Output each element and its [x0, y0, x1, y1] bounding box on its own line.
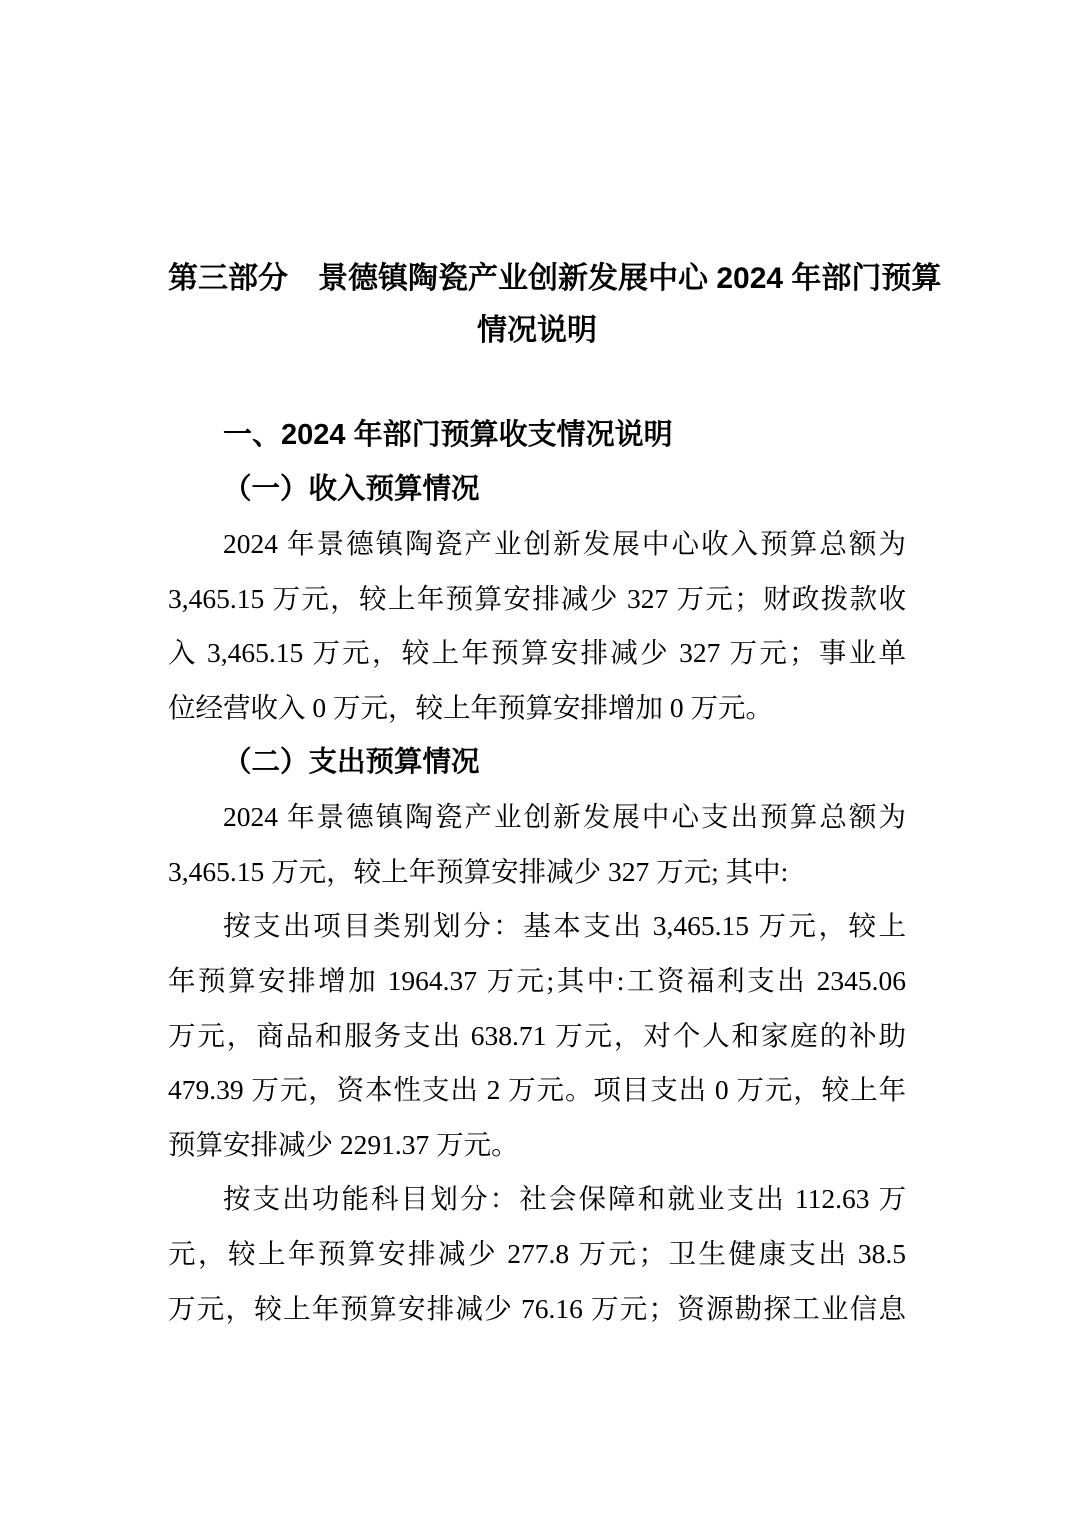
- paragraph-line: 入 3,465.15 万元，较上年预算安排减少 327 万元；事业单: [168, 637, 906, 669]
- paragraph-line: 元，较上年预算安排减少 277.8 万元；卫生健康支出 38.5: [168, 1237, 906, 1269]
- paragraph-line: 2024 年景德镇陶瓷产业创新发展中心收入预算总额为: [223, 528, 906, 560]
- paragraph-line: 按支出项目类别划分：基本支出 3,465.15 万元，较上: [223, 910, 906, 942]
- paragraph-line: 年预算安排增加 1964.37 万元;其中:工资福利支出 2345.06: [168, 964, 906, 996]
- subsection-heading: （二）支出预算情况: [223, 746, 480, 778]
- document-title: [168, 0, 942, 357]
- paragraph-line: 3,465.15 万元，较上年预算安排减少 327 万元；财政拨款收: [168, 582, 906, 614]
- paragraph-line: 479.39 万元，资本性支出 2 万元。项目支出 0 万元，较上年: [168, 1074, 906, 1106]
- paragraph-line: 2024 年景德镇陶瓷产业创新发展中心支出预算总额为: [223, 801, 906, 833]
- paragraph-line: 位经营收入 0 万元，较上年预算安排增加 0 万元。: [168, 691, 773, 723]
- title-line-2: 情况说明: [477, 314, 597, 347]
- paragraph-line: 预算安排减少 2291.37 万元。: [168, 1128, 519, 1160]
- section-heading: 一、2024 年部门预算收支情况说明: [223, 419, 673, 451]
- subsection-heading: （一）收入预算情况: [223, 473, 480, 505]
- paragraph-line: 3,465.15 万元，较上年预算安排减少 327 万元; 其中:: [168, 855, 789, 887]
- title-line-1: 第三部分 景德镇陶瓷产业创新发展中心 2024 年部门预算: [168, 262, 942, 295]
- paragraph-line: 万元，商品和服务支出 638.71 万元，对个人和家庭的补助: [168, 1019, 906, 1051]
- paragraph-line: 万元，较上年预算安排减少 76.16 万元；资源勘探工业信息: [168, 1292, 906, 1324]
- paragraph-line: 按支出功能科目划分：社会保障和就业支出 112.63 万: [223, 1183, 906, 1215]
- document-body: [168, 408, 906, 1336]
